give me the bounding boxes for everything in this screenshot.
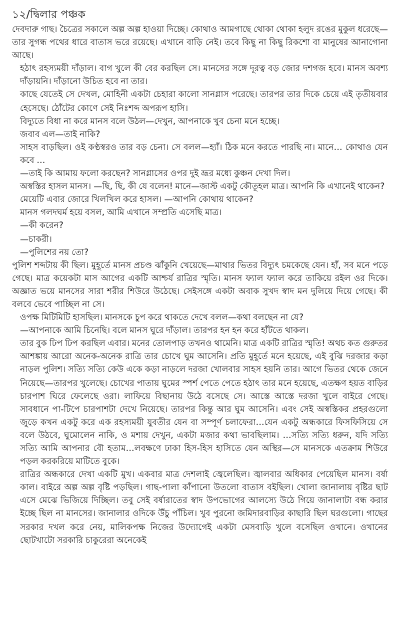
paragraph: —তাই কি আমায় ফলো করছেন? সানগ্লাসের ওপর দুই ভ্রূর মধ্যে কুঞ্চন দেখা দিল।: [20, 169, 291, 180]
paragraph: তার বুক ঢিপ ঢিপ করছিল এবার। মনের তোলপাড় তখনও থামেনি। মাত্র একটি রাত্রির স্মৃতি! অথচ কত গুরুতর আশঙ্কায় আরো অনেক-অনেক রাত্রি তার চোখে ঘুম আসেনি। প্রতি মুহূর্তে মনে হয়েছে, এই বুঝি দরজার কড়া নাড়ল পুলিশ। সত্যি সত্যি কেউ একে কড়া নাড়লে দরজা খোলবার সাহস হয়নি তার। আগে ভিতর থেকে জেনে নিয়েছে—তারপর খুলেছে। চোখের পাতায় ঘুমের স্পর্শ পেতে পেতে হঠাৎ তার মনে হয়েছে, এতক্ষণ হয়ত বাড়ির চারপাশ ঘিরে ফেলেছে ওরা। লাফিয়ে বিছানায় উঠে বসেছে সে। আস্তে আস্তে দরজা খুলে বাইরে গেছে। সাবধানে পা-টিপে চারপাশটা দেখে নিয়েছে। তারপর কিন্তু আর ঘুম আসেনি। এবং সেই অস্বস্তিকর প্রহরগুলো জুড়ে কখন একটু করে এক রহস্যময়ী যুবতীর যেন বা সম্পূর্ণ চলাফেরা…যেন একটু অন্ধকারে ফিসফিসিয়ে সে বলে উঠবে, ঘুমোলেন নাকি, ও মশায় দেখুন, একটা মজার কথা ভাবছিলাম। …সত্যি সত্যি ধরুন, যদি সত্যি সত্যি আমি আপনার বৌ হতাম…লবক্ষণে ঢাকা হিস-হিস হাসিতে যেন অস্থির—সে মানসকে এতক্রাম শিউরে পড়ল করকরিয়ে মাটিতে বুকে।: [20, 339, 388, 468]
paragraph: জবাব এল—তাই নাকি?: [20, 129, 101, 140]
paragraph: রাত্রির অন্ধকারে দেখা একটি মুখ। একবার মাত্র দেশলাই জ্বেলেছিল। জ্বালবার অধিকার পেয়েছিল মানস। বর্ষা কাল। বাইরে অল্প অল্প বৃষ্টি পড়ছিল। গাছ-পালা কাঁপানো উতলো বাতাস বইছিল। খোলা জানালায় বৃষ্টির ছাট এসে মেঝে ভিজিয়ে দিচ্ছিল। তবু সেই বর্ষারাতের স্বাদ উপভোগের আলস্যে উঠে গিয়ে জানালাটা বন্ধ করার ইচ্ছে ছিল না মানসের। জানালার ওদিকে উঁচু পাঁচিল। খুব পুরনো জমিদারবাড়ির কাছারি ছিল ঘরগুলো। গাছের সরকার দখল করে নেয়, মালিকপক্ষ নিজের উদ্যোগেই একটা মেসবাড়ি খুলে বসেছিল ওখানে। ওখানের ছোটখাটো সরকারি চাকুরেরা অনেকেই: [20, 470, 388, 546]
paragraph: —পুলিশের নয় তো?: [20, 247, 89, 258]
paragraph: হঠাৎ রহস্যময়ী দাঁড়াল। বাগ খুলে কী বের করছিল সে। মানসের সঙ্গে দূরত্ব বড় জোর দশগজ হবে। মানস অবশ্য দাঁড়ায়নি। দাঁড়ানো উচিত হবে না তার।: [20, 64, 388, 88]
paragraph: —চাকরী।: [20, 234, 52, 245]
paragraph: সাহস বাড়ছিল। ওই কণ্ঠস্বরও তার বড় চেনা। সে বলল—হ্যাঁ। ঠিক মনে করতে পারছি না। মানে… কোথাও যেন কবে …: [20, 142, 388, 166]
paragraph: মানস গলদঘর্ম হয়ে বসল, আমি এখানে সম্প্রতি এসেছি মাত্র।: [20, 208, 222, 219]
paragraph: কাছে যেতেই সে দেখল, মোহিনী একটা চেহারা কালো সানগ্লাস পরেছে। তারপর তার দিকে চেয়ে এই তৃতীয়বার হেসেছে। ঠোঁটের কোণে সেই নিঃশব্দ অপরূপ হাসি।: [20, 90, 388, 114]
paragraph: বিদ্যুতে বিধা না করে মানস বলে উঠল—দেখুন, আপনাকে খুব চেনা মনে হচ্ছে।: [20, 116, 280, 127]
paragraph: মেয়েটি এবার জোরে খিলখিল করে হাসল। —আপনি কোথায় থাকেন?: [20, 195, 254, 206]
paragraph: —আপনাকে আমি চিনেছি। বলে মানস ঘুরে দাঁড়াল। তারপর হন হন করে হাঁটতে থাকল।: [20, 326, 309, 337]
paragraph: —কী করেন?: [20, 221, 64, 232]
paragraph: পুলিশ শব্দটায় কী ছিল। মুহূর্তে মানস প্রচণ্ড ঝাঁকুনি খেয়েছে—মাথার ভিতর বিদ্যুৎ চমকেছে যেন। হাঁ, সব মনে পড়ে গেছে। মাত্র কয়েকটা মাস আগের একটি আশ্চর্য রাত্রির স্মৃতি। মানস ফ্যাল ফ্যাল করে তাকিয়ে রইল ওর দিকে। অজ্ঞাত ভয়ে মানসের সারা শরীর শিউরে উঠেছে। সেইসঙ্গে একটা অবাক সুখদ স্বাদ মন দুলিয়ে দিয়ে গেছে। কী বলবে ভেবে পাচ্ছিল না সে।: [12, 260, 388, 310]
body-text: [12, 24, 388, 548]
paragraph: ওপক্ষ মিটিমিটি হাসছিল। মানসকে চুপ করে থাকতে দেখে বলল—কথা বলছেন না যে?: [20, 313, 304, 324]
paragraph: দেবদারু গাছ। চৈত্রের সকালে অল্প অল্প হাওয়া দিচ্ছে। কোথাও আমগাছে থোকা থোকা হলুদ রঙের মুকুল ধরেছে—তার সুগন্ধ পথের ধারে বাতাস ভরে রয়েছে। এখানে বাড়ি নেই। তবে কিছু না কিছু রিকশো বা মানুষের আনাগোনা আছে।: [12, 25, 388, 62]
paragraph: অস্বস্তির হাসল মানস। —ছি, ছি, কী যে বলেন! মানে—জাস্ট একটু কৌতূহল মাত্র। আপনি কি এখানেই থাকেন?: [20, 182, 385, 193]
running-head: ১২/দ্বিলার পঞ্চক: [12, 8, 86, 21]
